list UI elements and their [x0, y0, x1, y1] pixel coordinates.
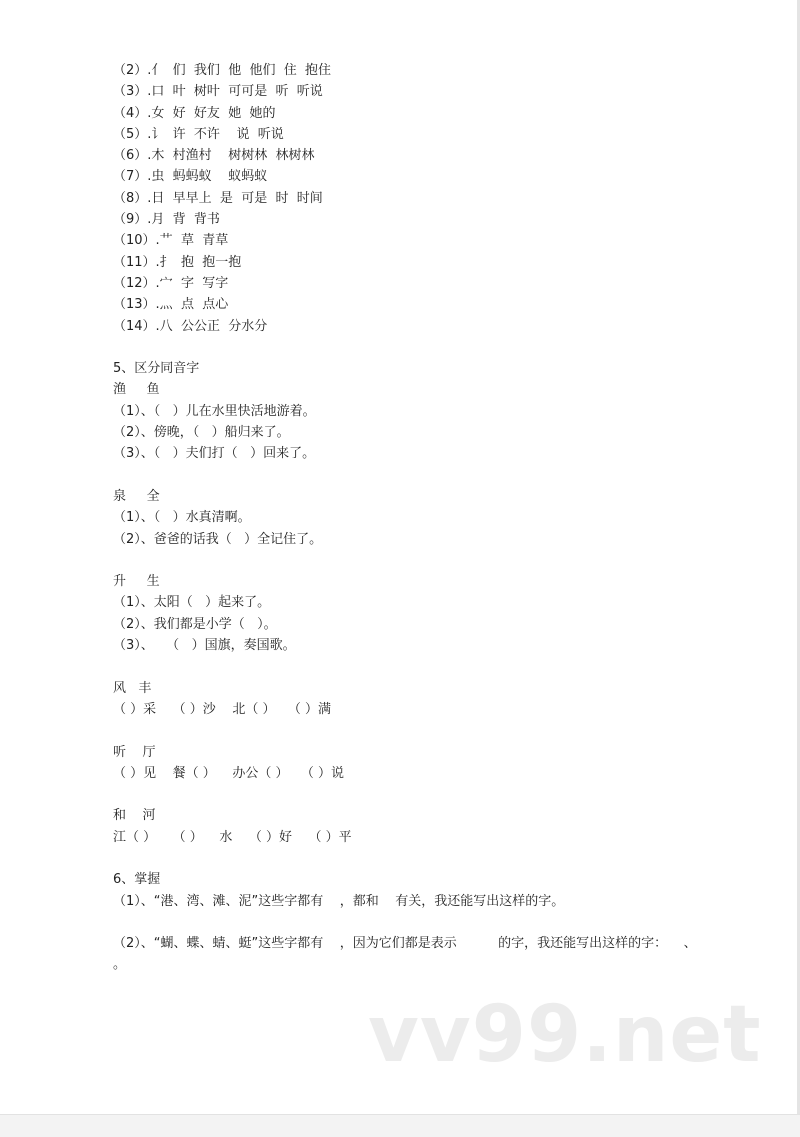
section-6 [113, 869, 713, 975]
question-line: （3）、 （ ）国旗，奏国歌。 [113, 638, 296, 654]
question-line: （ ）见 餐（ ） 办公（ ） （ ）说 [113, 765, 344, 781]
question-line: （2）、傍晚，（ ）船归来了。 [113, 425, 290, 441]
list-item: （2）.亻 们 我们 他 他们 住 抱住 [113, 63, 331, 78]
list-item: （5）.讠 许 不许 说 听说 [113, 126, 284, 142]
homophone-pair: 风 丰 [113, 680, 152, 696]
question-line: （2）、我们都是小学（ ）。 [113, 616, 277, 632]
homophone-pair: 渔 鱼 [113, 382, 160, 398]
document-body [113, 60, 713, 976]
section-heading: 6、掌握 [113, 872, 161, 888]
list-item: （8）.日 早早上 是 可是 时 时间 [113, 190, 323, 206]
homophone-pair: 升 生 [113, 574, 160, 590]
list-item: （3）.口 叶 树叶 可可是 听 听说 [113, 84, 323, 100]
question-line: （1）、太阳（ ）起来了。 [113, 595, 271, 611]
question-line: （2）、爸爸的话我（ ）全记住了。 [113, 531, 323, 547]
list-item: （4）.女 好 好友 她 她的 [113, 105, 276, 121]
question-line: （3）、（ ）夫们打（ ）回来了。 [113, 446, 316, 462]
list-item: （11）.扌 抱 抱一抱 [113, 254, 242, 270]
page-bottom-bar [0, 1114, 800, 1137]
question-line: 江（ ） （ ） 水 （ ）好 （ ）平 [113, 829, 352, 845]
list-item: （9）.月 背 背书 [113, 212, 220, 228]
homophone-pair: 听 厅 [113, 744, 156, 760]
question-paragraph: （2）、“蝴、蝶、蜻、蜓”这些字都有 ，因为它们都是表示 的字，我还能写出这样的字： 、 。 [113, 936, 714, 973]
list-item: （6）.木 村渔村 树树林 林树林 [113, 148, 315, 164]
list-item: （7）.虫 蚂蚂蚁 蚁蚂蚁 [113, 169, 268, 185]
section-heading: 5、区分同音字 [113, 361, 200, 377]
section-5 [113, 358, 713, 848]
homophone-pair: 泉 全 [113, 488, 160, 504]
section-4-list [113, 60, 713, 337]
question-paragraph: （1）、“港、湾、滩、泥”这些字都有 ，都和 有关，我还能写出这样的字。 [113, 893, 565, 909]
question-line: （1）、（ ）儿在水里快活地游着。 [113, 403, 316, 419]
homophone-pair: 和 河 [113, 808, 156, 824]
list-item: （12）.宀 字 写字 [113, 275, 229, 291]
watermark: vv99.net [368, 990, 762, 1080]
list-item: （10）.艹 草 青草 [113, 233, 229, 249]
question-line: （1）、（ ）水真清啊。 [113, 510, 251, 526]
list-item: （13）.灬 点 点心 [113, 297, 229, 313]
list-item: （14）.八 公公正 分水分 [113, 318, 268, 334]
question-line: （ ）采 （ ）沙 北（ ） （ ）满 [113, 701, 331, 717]
